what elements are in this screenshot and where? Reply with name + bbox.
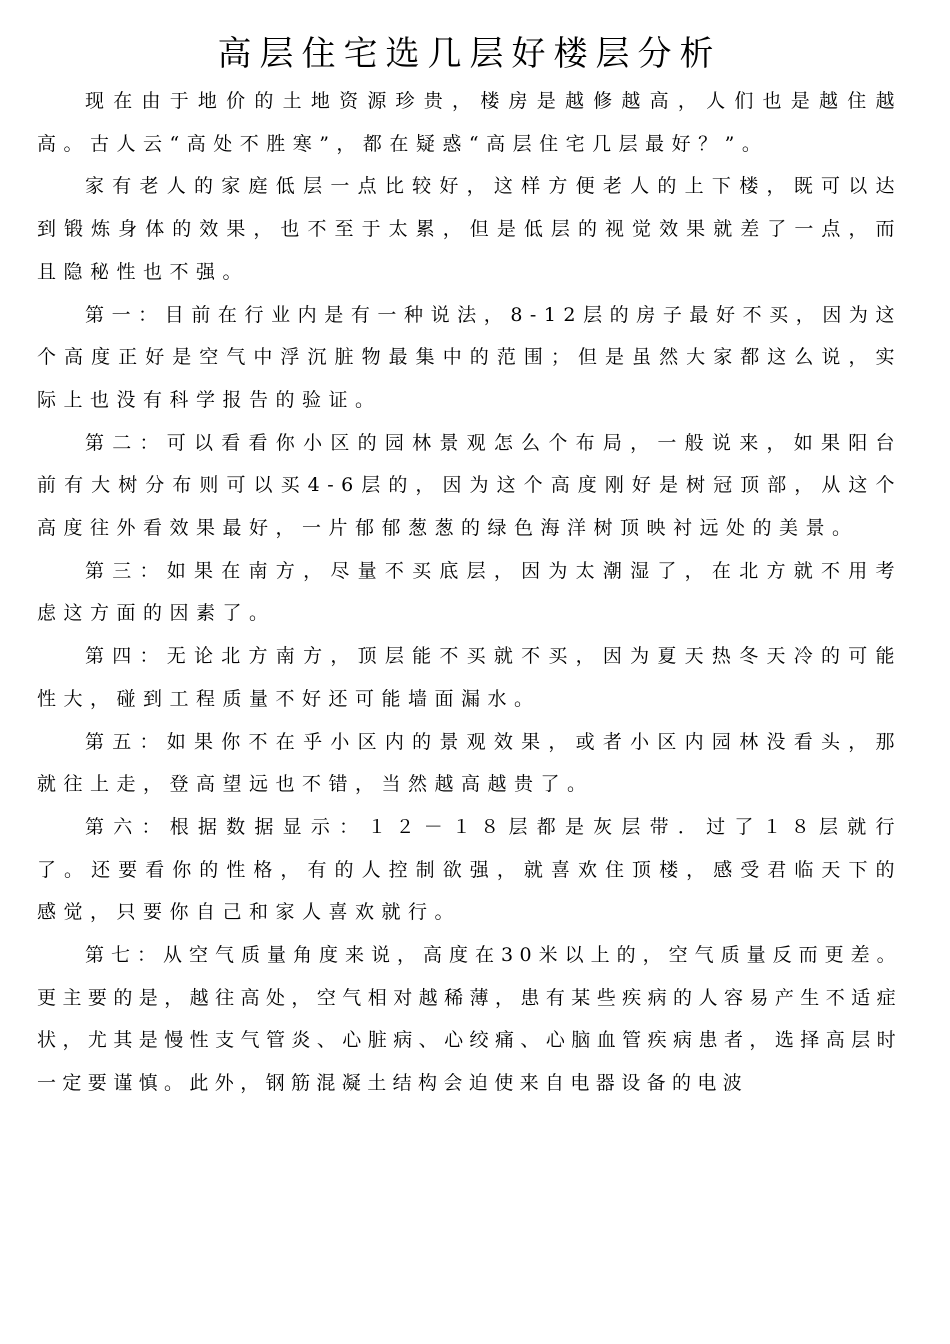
point-4-paragraph: 第四：无论北方南方，顶层能不买就不买，因为夏天热冬天冷的可能性大，碰到工程质量不好还可能墙面漏水。	[37, 645, 902, 710]
point-7-paragraph: 第七：从空气质量角度来说，高度在30米以上的，空气质量反而更差。更主要的是，越往高处，空气相对越稀薄，患有某些疾病的人容易产生不适症状，尤其是慢性支气管炎、心脏病、心绞痛、心脑血管疾病患者，选择高层时一定要谨慎。此外，钢筋混凝土结构会迫使来自电器设备的电波	[37, 944, 902, 1095]
document-page	[37, 30, 902, 1105]
document-title: 高层住宅选几层好楼层分析	[217, 34, 722, 74]
point-3-paragraph: 第三：如果在南方，尽量不买底层，因为太潮湿了，在北方就不用考虑这方面的因素了。	[37, 559, 902, 625]
point-1-paragraph: 第一：目前在行业内是有一种说法，8-12层的房子最好不买，因为这个高度正好是空气中浮沉脏物最集中的范围；但是虽然大家都这么说，实际上也没有科学报告的验证。	[37, 303, 902, 411]
point-2-paragraph: 第二：可以看看你小区的园林景观怎么个布局，一般说来，如果阳台前有大树分布则可以买4-6层的，因为这个高度刚好是树冠顶部，从这个高度往外看效果最好，一片郁郁葱葱的绿色海洋树顶映衬远处的美景。	[37, 431, 902, 540]
intro-paragraph: 现在由于地价的土地资源珍贵，楼房是越修越高，人们也是越住越高。古人云“高处不胜寒”，都在疑惑“高层住宅几层最好？”。	[37, 90, 902, 155]
elderly-paragraph: 家有老人的家庭低层一点比较好，这样方便老人的上下楼，既可以达到锻炼身体的效果，也不至于太累，但是低层的视觉效果就差了一点，而且隐秘性也不强。	[37, 175, 902, 283]
point-6-paragraph: 第六：根据数据显示：１２－１８层都是灰层带．过了１８层就行了。还要看你的性格，有的人控制欲强，就喜欢住顶楼，感受君临天下的感觉，只要你自己和家人喜欢就行。	[37, 815, 902, 924]
point-5-paragraph: 第五：如果你不在乎小区内的景观效果，或者小区内园林没看头，那就往上走，登高望远也不错，当然越高越贵了。	[37, 730, 902, 796]
